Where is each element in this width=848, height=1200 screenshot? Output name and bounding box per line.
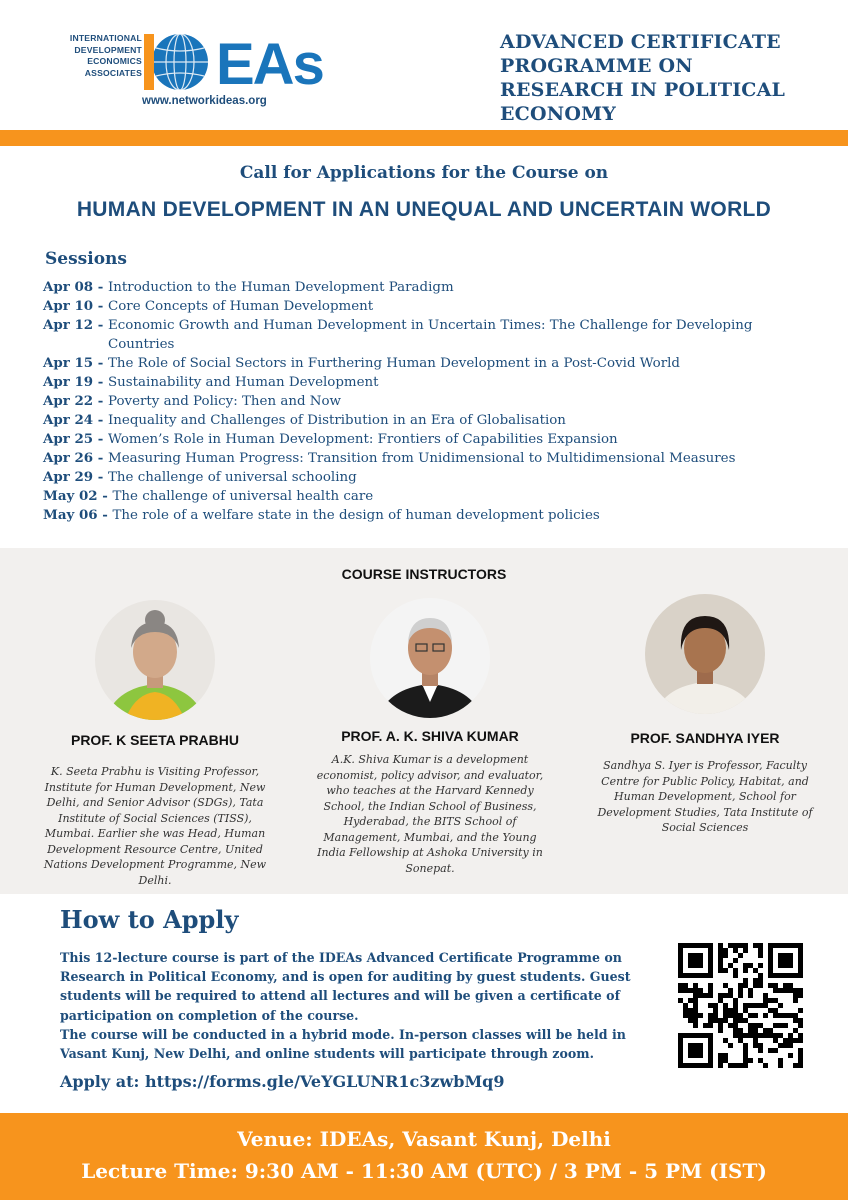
session-topic: Measuring Human Progress: Transition from Unidimensional to Multidimensional Measures [108, 451, 736, 466]
instructor-photo [370, 598, 490, 718]
programme-title: ADVANCED CERTIFICATE PROGRAMME ON RESEARCH IN POLITICAL ECONOMY [500, 31, 786, 125]
instructors-panel [0, 548, 848, 894]
logo-org-line: DEVELOPMENT [74, 44, 142, 55]
session-item [43, 297, 823, 316]
session-date: Apr 29 - [43, 468, 108, 487]
instructor-photo [645, 594, 765, 714]
instructor-card [580, 594, 830, 836]
instructor-card [30, 600, 280, 888]
session-item [43, 449, 823, 468]
session-date: Apr 19 - [43, 373, 108, 392]
session-item [43, 316, 823, 354]
session-date: Apr 26 - [43, 449, 108, 468]
session-date: Apr 08 - [43, 278, 108, 297]
session-item [43, 278, 823, 297]
session-date: May 06 - [43, 506, 112, 525]
session-topic: Poverty and Policy: Then and Now [108, 394, 342, 409]
session-topic: Women’s Role in Human Development: Frontiers of Capabilities Expansion [108, 432, 618, 447]
lecture-time: Lecture Time: 9:30 AM - 11:30 AM (UTC) / 3 PM - 5 PM (IST) [81, 1159, 767, 1183]
session-item [43, 354, 823, 373]
session-date: Apr 15 - [43, 354, 108, 373]
qr-code-icon[interactable] [678, 943, 803, 1068]
session-topic: Core Concepts of Human Development [108, 299, 374, 314]
instructor-name: PROF. K SEETA PRABHU [70, 732, 239, 748]
top-divider [0, 130, 848, 146]
instructor-name: PROF. A. K. SHIVA KUMAR [341, 728, 519, 744]
apply-heading: How to Apply [60, 905, 239, 934]
instructor-bio: K. Seeta Prabhu is Visiting Professor, Institute for Human Development, New Delhi, and Senior Advisor (SDGs), Tata Institute of Social Sciences (TISS), Mumbai. Earlier she was Head, Human Development Resource Centre, United Nations Development Programme, New Delhi. [43, 765, 267, 887]
session-date: Apr 12 - [43, 316, 108, 354]
session-date: Apr 25 - [43, 430, 108, 449]
session-topic: Sustainability and Human Development [108, 375, 379, 390]
logo-org-line: ASSOCIATES [84, 67, 142, 78]
logo-wordmark: EAs [216, 32, 323, 97]
instructor-photo [95, 600, 215, 720]
apply-paragraph: This 12-lecture course is part of the IDEAs Advanced Certificate Programme on Research in Political Economy, and is open for auditing by guest students. Guest students will be required to attend all lectures and will be given a certificate of participation on completion of the course. [60, 950, 631, 1023]
session-item [43, 430, 823, 449]
session-topic: Inequality and Challenges of Distribution in an Era of Globalisation [108, 413, 566, 428]
session-topic: The challenge of universal schooling [108, 470, 357, 485]
ideas-logo[interactable] [62, 30, 323, 115]
course-title: HUMAN DEVELOPMENT IN AN UNEQUAL AND UNCERTAIN WORLD [76, 198, 772, 221]
session-date: May 02 - [43, 487, 112, 506]
venue: Venue: IDEAs, Vasant Kunj, Delhi [237, 1127, 611, 1151]
session-item [43, 411, 823, 430]
session-item [43, 392, 823, 411]
session-date: Apr 22 - [43, 392, 108, 411]
sessions-list [43, 278, 823, 525]
call-subtitle: Call for Applications for the Course on [239, 163, 609, 183]
logo-org-line: ECONOMICS [87, 56, 142, 66]
header [0, 0, 848, 130]
session-date: Apr 10 - [43, 297, 108, 316]
instructor-bio: Sandhya S. Iyer is Professor, Faculty Centre for Public Policy, Habitat, and Human Development, School for Development Studies, Tata Institute of Social Sciences [597, 759, 813, 834]
apply-paragraph: The course will be conducted in a hybrid mode. In-person classes will be held in Vasant Kunj, New Delhi, and online students will participate through zoom. [60, 1026, 626, 1062]
session-item [43, 373, 823, 392]
session-topic: Introduction to the Human Development Paradigm [108, 280, 454, 295]
session-topic: The challenge of universal health care [112, 489, 374, 504]
session-date: Apr 24 - [43, 411, 108, 430]
logo-org-name [62, 33, 142, 79]
apply-link[interactable]: Apply at: https://forms.gle/VeYGLUNR1c3zwbMq9 [60, 1072, 505, 1091]
instructor-card [312, 598, 548, 876]
session-topic: Economic Growth and Human Development in Uncertain Times: The Challenge for Developing Countries [108, 318, 753, 352]
sessions-heading: Sessions [45, 249, 127, 269]
session-item [43, 487, 823, 506]
instructor-bio: A.K. Shiva Kumar is a development economist, policy advisor, and evaluator, who teaches at the Harvard Kennedy School, the Indian School of Business, Hyderabad, the BITS School of Management, Mumbai, and the Young India Fellowship at Ashoka University in Sonepat. [316, 753, 544, 875]
session-topic: The Role of Social Sectors in Furthering Human Development in a Post-Covid World [108, 356, 680, 371]
session-item [43, 506, 823, 525]
logo-org-line: INTERNATIONAL [69, 33, 142, 43]
session-topic: The role of a welfare state in the design of human development policies [112, 508, 600, 523]
session-item [43, 468, 823, 487]
instructors-heading: COURSE INSTRUCTORS [341, 566, 507, 582]
logo-url[interactable]: www.networkideas.org [142, 95, 267, 107]
apply-description [60, 948, 650, 1063]
footer-banner [0, 1113, 848, 1200]
instructor-name: PROF. SANDHYA IYER [630, 730, 780, 746]
